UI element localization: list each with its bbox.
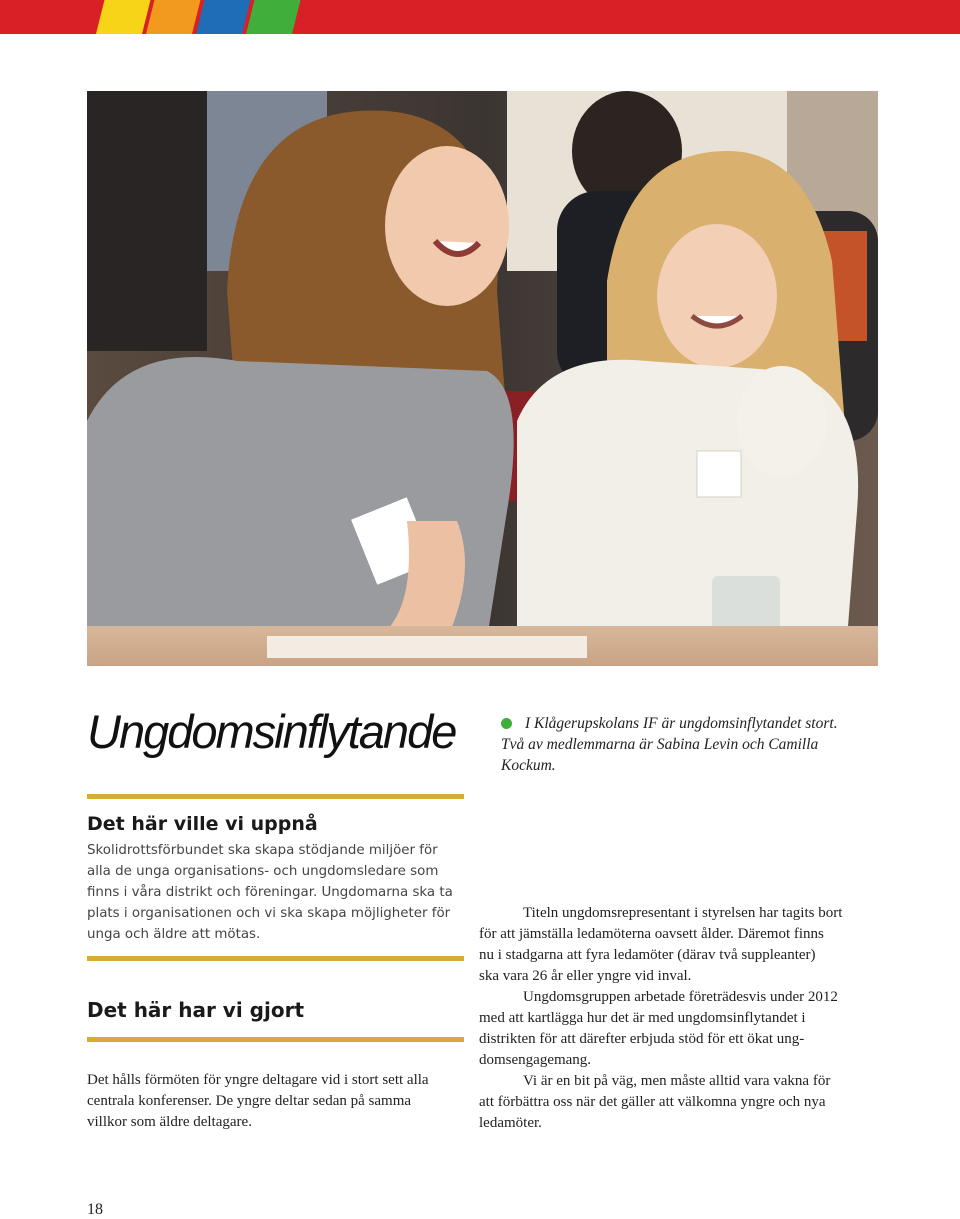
page-title: Ungdomsinflytande [87,705,456,758]
text-line: Titeln ungdomsrepresentant i styrelsen har tagits bort [523,905,843,921]
divider-rule [87,956,464,961]
divider-rule [87,1037,464,1042]
text-line: Skolidrottsförbundet ska skapa stödjande miljöer för [87,843,438,858]
section-goals-text [87,840,467,945]
text-line: för att jämställa ledamöterna oavsett ålder. Däremot finns [479,926,824,942]
text-line: centrala konferenser. De yngre deltar sedan på samma [87,1093,412,1109]
divider-rule [87,794,464,799]
text-line: med att kartlägga hur det är med ungdomsinflytandet i [479,1010,806,1026]
section-heading-goals: Det här ville vi uppnå [87,813,318,835]
green-stripe [246,0,300,34]
text-line: Vi är en bit på väg, men måste alltid vara vakna för [523,1073,831,1089]
text-line: Det hålls förmöten för yngre deltagare vid i stort sett alla [87,1072,429,1088]
text-line: nu i stadgarna att fyra ledamöter (därav två suppleanter) [479,947,816,963]
text-line: att förbättra oss när det gäller att välkomna yngre och nya [479,1094,826,1110]
text-line: alla de unga organisations- och ungdomsledare som [87,864,439,879]
caption-line: Kockum. [501,757,556,774]
text-line: plats i organisationen och vi ska skapa möjligheter för [87,906,451,921]
caption-line: I Klågerupskolans IF är ungdomsinflytandet stort. [525,715,838,732]
blue-stripe [196,0,250,34]
text-line: ledamöter. [479,1115,542,1131]
text-line: villkor som äldre deltagare. [87,1114,252,1130]
text-line: ska vara 26 år eller yngre vid inval. [479,968,692,984]
paragraph [479,903,881,987]
caption-line: Två av medlemmarna är Sabina Levin och Camilla [501,736,819,753]
orange-stripe [146,0,200,34]
text-line: finns i våra distrikt och föreningar. Ungdomarna ska ta [87,885,453,900]
header-color-bar [0,0,960,34]
text-line: unga och äldre att mötas. [87,927,261,942]
section-done-text [87,1070,467,1133]
paragraph [479,1071,881,1134]
page-number: 18 [87,1201,103,1218]
green-bullet-icon [501,718,512,729]
right-column-text [479,903,881,1134]
text-line: domsengagemang. [479,1052,592,1068]
yellow-stripe [96,0,150,34]
photo-illustration [87,91,878,666]
paragraph [479,987,881,1071]
section-heading-done: Det här har vi gjort [87,998,305,1022]
photo-two-girls [87,91,878,666]
text-line: Ungdomsgruppen arbetade företrädesvis under 2012 [523,989,838,1005]
text-line: distrikten för att därefter erbjuda stöd för ett ökat ung- [479,1031,805,1047]
photo-caption [501,713,871,776]
